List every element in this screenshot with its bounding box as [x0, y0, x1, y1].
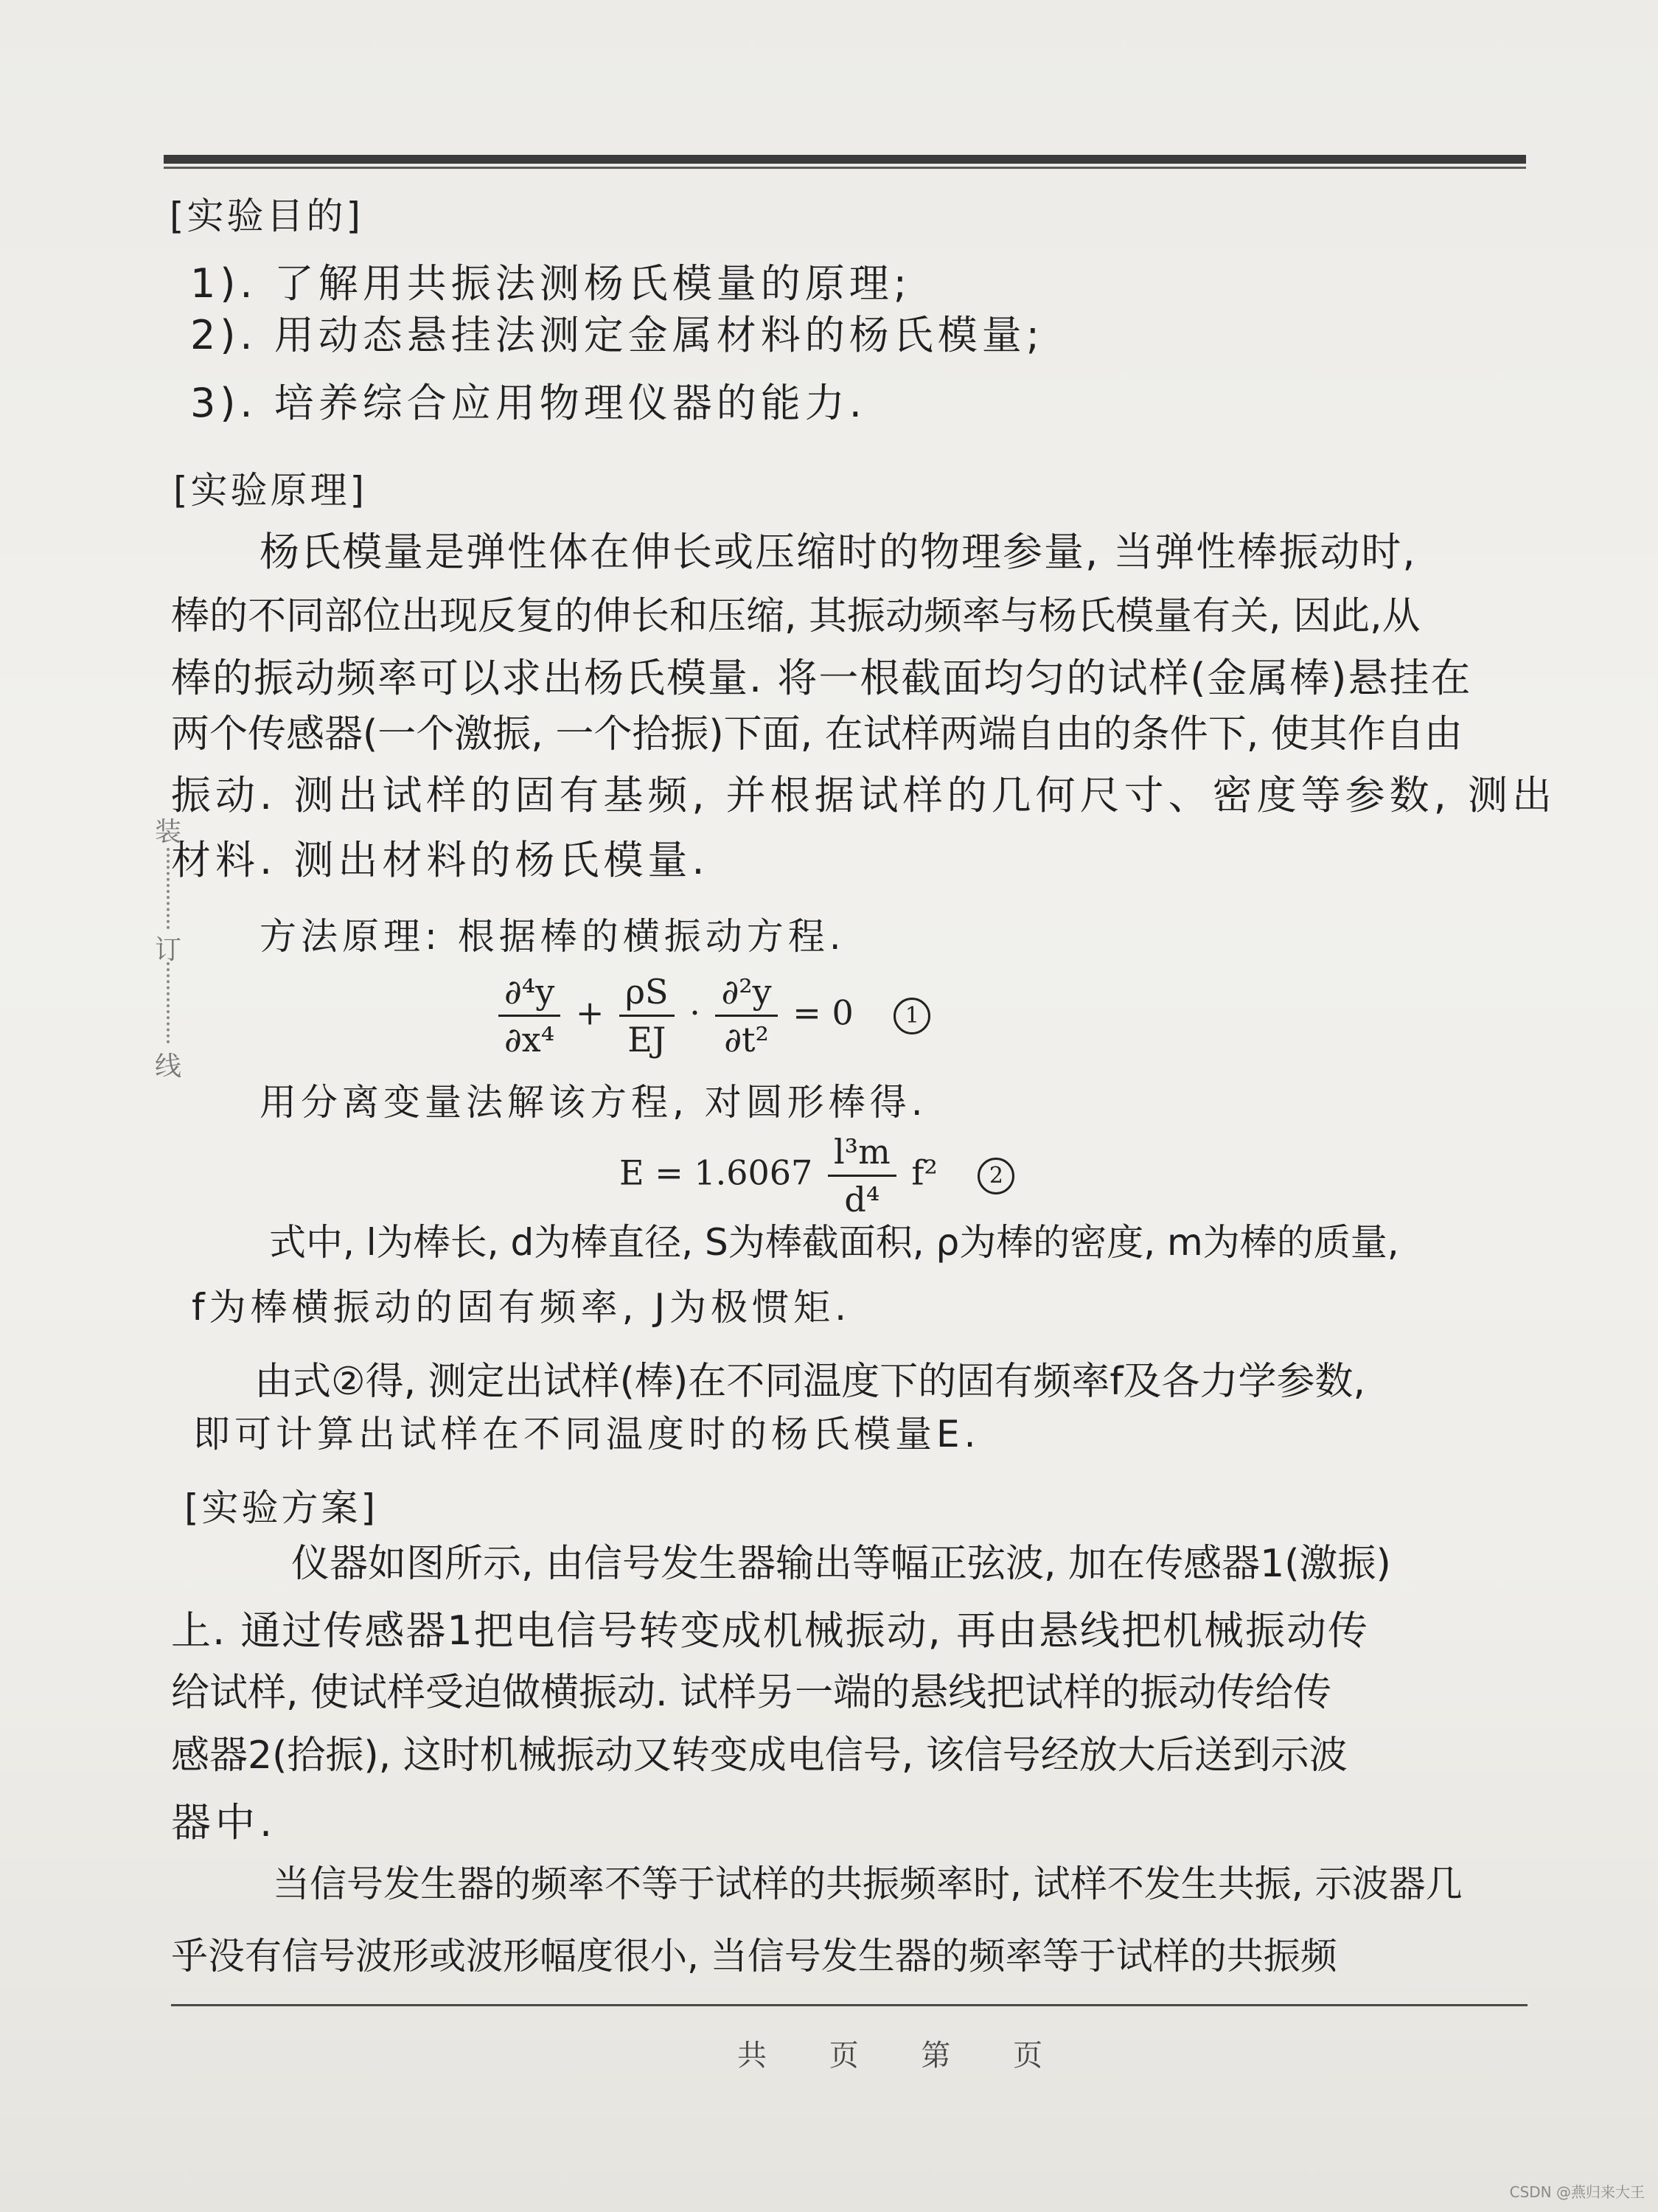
- binding-char-bottom: 线: [155, 1051, 182, 1082]
- equation-2: [619, 1132, 1014, 1220]
- binding-char-top: 装: [155, 817, 182, 847]
- scheme-title: [实验方案]: [184, 1486, 379, 1529]
- fraction: [619, 972, 675, 1060]
- operator: +: [575, 992, 605, 1033]
- fraction: [715, 972, 777, 1060]
- purpose-item-2: 2). 用动态悬挂法测定金属材料的杨氏模量;: [190, 312, 1044, 358]
- principle-line: 材料. 测出材料的杨氏模量.: [171, 837, 709, 883]
- equation-1: [494, 972, 930, 1060]
- principle-line: 棒的振动频率可以求出杨氏模量. 将一根截面均匀的试样(金属棒)悬挂在: [171, 655, 1472, 701]
- scheme-line: 乎没有信号波形或波形幅度很小, 当信号发生器的频率等于试样的共振频: [171, 1935, 1337, 1978]
- page-footer: 共 页 第 页: [737, 2039, 1070, 2073]
- where-line: f为棒横振动的固有频率, J为极惯矩.: [192, 1286, 851, 1329]
- scheme-line: 感器2(拾振), 这时机械振动又转变成电信号, 该信号经放大后送到示波: [171, 1733, 1348, 1778]
- principle-title: [实验原理]: [173, 469, 368, 512]
- fraction-numerator: ∂²y: [715, 972, 777, 1017]
- fraction-denominator: ∂t²: [724, 1020, 769, 1060]
- principle-line: 杨氏模量是弹性体在伸长或压缩时的物理参量, 当弹性棒振动时,: [260, 529, 1417, 575]
- scheme-line: 仪器如图所示, 由信号发生器输出等幅正弦波, 加在传感器1(激振): [291, 1542, 1391, 1586]
- method-line: 方法原理: 根据棒的横振动方程.: [260, 915, 846, 958]
- binding-dotted-line: [167, 848, 170, 929]
- scheme-line: 器中.: [171, 1799, 277, 1846]
- equation-lhs: E = 1.6067: [619, 1152, 813, 1193]
- purpose-item-1: 1). 了解用共振法测杨氏模量的原理;: [190, 260, 911, 307]
- equation-number: 2: [978, 1158, 1014, 1194]
- derive-line: 即可计算出试样在不同温度时的杨氏模量E.: [193, 1413, 980, 1455]
- operator: ·: [689, 992, 700, 1033]
- top-rule: [164, 155, 1526, 164]
- binding-dotted-line: [167, 962, 170, 1043]
- fraction-denominator: EJ: [627, 1020, 666, 1060]
- watermark: CSDN @燕归来大王: [1509, 2183, 1645, 2201]
- principle-line: 两个传感器(一个激振, 一个拾振)下面, 在试样两端自由的条件下, 使其作自由: [171, 712, 1463, 757]
- scheme-line: 上. 通过传感器1把电信号转变成机械振动, 再由悬线把机械振动传: [171, 1607, 1370, 1654]
- equals: = 0: [793, 992, 854, 1033]
- fraction: [498, 972, 560, 1060]
- fraction-numerator: l³m: [828, 1132, 896, 1177]
- solve-line: 用分离变量法解该方程, 对圆形棒得.: [260, 1081, 927, 1124]
- bottom-rule: [171, 2004, 1528, 2006]
- equation-number: 1: [894, 998, 930, 1034]
- top-rule-thin: [164, 167, 1526, 169]
- purpose-item-3: 3). 培养综合应用物理仪器的能力.: [190, 380, 866, 426]
- fraction-numerator: ρS: [619, 972, 675, 1017]
- scheme-line: 当信号发生器的频率不等于试样的共振频率时, 试样不发生共振, 示波器几: [273, 1863, 1463, 1905]
- purpose-title: [实验目的]: [170, 195, 364, 237]
- where-line: 式中, l为棒长, d为棒直径, S为棒截面积, ρ为棒的密度, m为棒的质量,: [269, 1221, 1399, 1264]
- fraction-numerator: ∂⁴y: [498, 972, 560, 1017]
- binding-char-mid: 订: [155, 935, 182, 965]
- principle-line: 棒的不同部位出现反复的伸长和压缩, 其振动频率与杨氏模量有关, 因此,从: [171, 594, 1421, 639]
- derive-line: 由式②得, 测定出试样(棒)在不同温度下的固有频率f及各力学参数,: [254, 1360, 1366, 1404]
- fraction-denominator: d⁴: [844, 1180, 880, 1220]
- principle-line: 振动. 测出试样的固有基频, 并根据试样的几何尺寸、密度等参数, 测出: [171, 772, 1556, 818]
- scheme-line: 给试样, 使试样受迫做横振动. 试样另一端的悬线把试样的振动传给传: [171, 1671, 1332, 1715]
- fraction-denominator: ∂x⁴: [504, 1020, 555, 1060]
- fraction: [828, 1132, 896, 1220]
- equation-rhs: f²: [911, 1152, 938, 1193]
